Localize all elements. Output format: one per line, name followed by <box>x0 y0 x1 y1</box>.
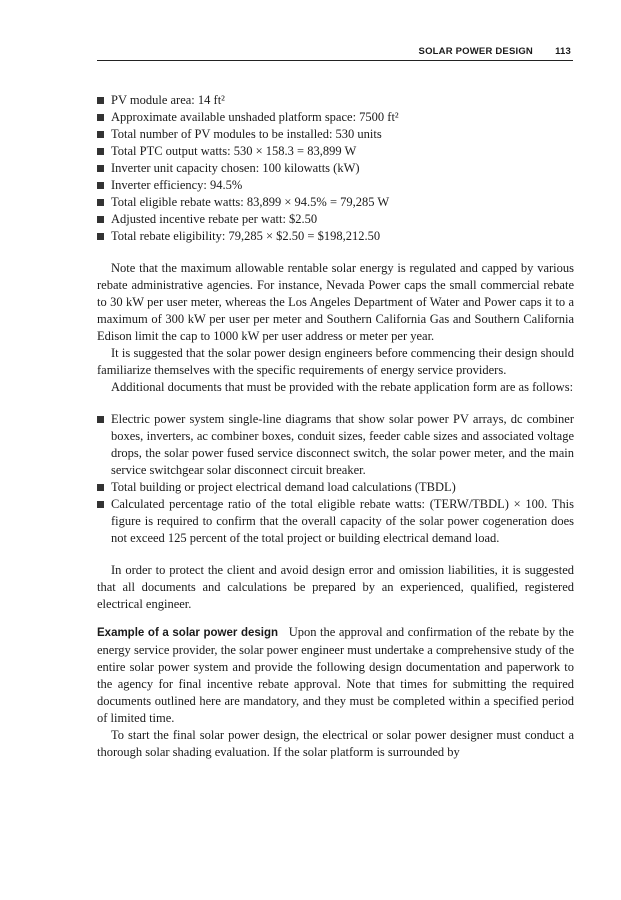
list-item: Total PTC output watts: 530 × 158.3 = 83,899 W <box>97 143 574 160</box>
square-bullet-icon <box>97 148 104 155</box>
square-bullet-icon <box>97 233 104 240</box>
square-bullet-icon <box>97 165 104 172</box>
square-bullet-icon <box>97 114 104 121</box>
paragraph-rebate-caps: Note that the maximum allowable rentable solar energy is regulated and capped by various rebate administrative agencies. For instance, Nevada Power caps the small commercial rebate to 30 kW per user meter, whereas the Los Angeles Department of Water and Power caps it to a maximum of 300 kW per user per meter and Southern California Gas and Southern California Edison limit the cap to 1000 kW per user address or meter per year. <box>97 261 574 343</box>
square-bullet-icon <box>97 97 104 104</box>
paragraph-additional-documents: Additional documents that must be provided with the rebate application form are as follows: <box>111 380 574 394</box>
list-item: Inverter unit capacity chosen: 100 kilowatts (kW) <box>97 160 574 177</box>
list-item: Electric power system single-line diagrams that show solar power PV arrays, dc combiner boxes, inverters, ac combiner boxes, conduit sizes, feeder cable sizes and associated voltage drops, the solar power fused service disconnect switch, the solar power meter, and the main service switchgear solar disconnect circuit breaker. <box>97 411 574 479</box>
square-bullet-icon <box>97 199 104 206</box>
square-bullet-icon <box>97 484 104 491</box>
square-bullet-icon <box>97 416 104 423</box>
paragraph-design-example-text: Upon the approval and confirmation of the rebate by the energy service provider, the solar power engineer must undertake a comprehensive study of the entire solar power system and provide the following design documentation and paperwork to the agency for final incentive rebate approval. Note that times for submitting the required documents outlined here are mandatory, and they must be completed within a specified period of limited time. <box>97 625 574 725</box>
square-bullet-icon <box>97 501 104 508</box>
list-item: Total eligible rebate watts: 83,899 × 94.5% = 79,285 W <box>97 194 574 211</box>
list-item: Total building or project electrical demand load calculations (TBDL) <box>97 479 574 496</box>
rebate-calculation-list <box>97 92 574 245</box>
square-bullet-icon <box>97 182 104 189</box>
list-item: Total number of PV modules to be installed: 530 units <box>97 126 574 143</box>
running-header <box>97 44 573 61</box>
page-number: 113 <box>555 46 571 57</box>
list-item: Approximate available unshaded platform space: 7500 ft² <box>97 109 574 126</box>
square-bullet-icon <box>97 216 104 223</box>
paragraph-liability: In order to protect the client and avoid design error and omission liabilities, it is suggested that all documents and calculations be prepared by an experienced, qualified, registered electrical engineer. <box>97 563 574 611</box>
required-documents-list <box>97 411 574 547</box>
paragraph-design-example <box>97 624 574 727</box>
paragraph-shading-evaluation: To start the final solar power design, the electrical or solar power designer must conduct a thorough solar shading evaluation. If the solar platform is surrounded by <box>97 728 574 759</box>
list-item: Calculated percentage ratio of the total eligible rebate watts: (TERW/TBDL) × 100. This figure is required to confirm that the overall capacity of the solar power cogeneration does not exceed 125 percent of the total project or building electrical demand load. <box>97 496 574 547</box>
list-item: Total rebate eligibility: 79,285 × $2.50 = $198,212.50 <box>97 228 574 245</box>
section-heading: Example of a solar power design <box>97 627 279 639</box>
square-bullet-icon <box>97 131 104 138</box>
list-item: Inverter efficiency: 94.5% <box>97 177 574 194</box>
running-header-title: SOLAR POWER DESIGN <box>418 46 533 57</box>
list-item: Adjusted incentive rebate per watt: $2.50 <box>97 211 574 228</box>
list-item: PV module area: 14 ft² <box>97 92 574 109</box>
page-body <box>97 92 574 761</box>
paragraph-engineer-advice: It is suggested that the solar power design engineers before commencing their design should familiarize themselves with the specific requirements of energy service providers. <box>97 346 574 377</box>
